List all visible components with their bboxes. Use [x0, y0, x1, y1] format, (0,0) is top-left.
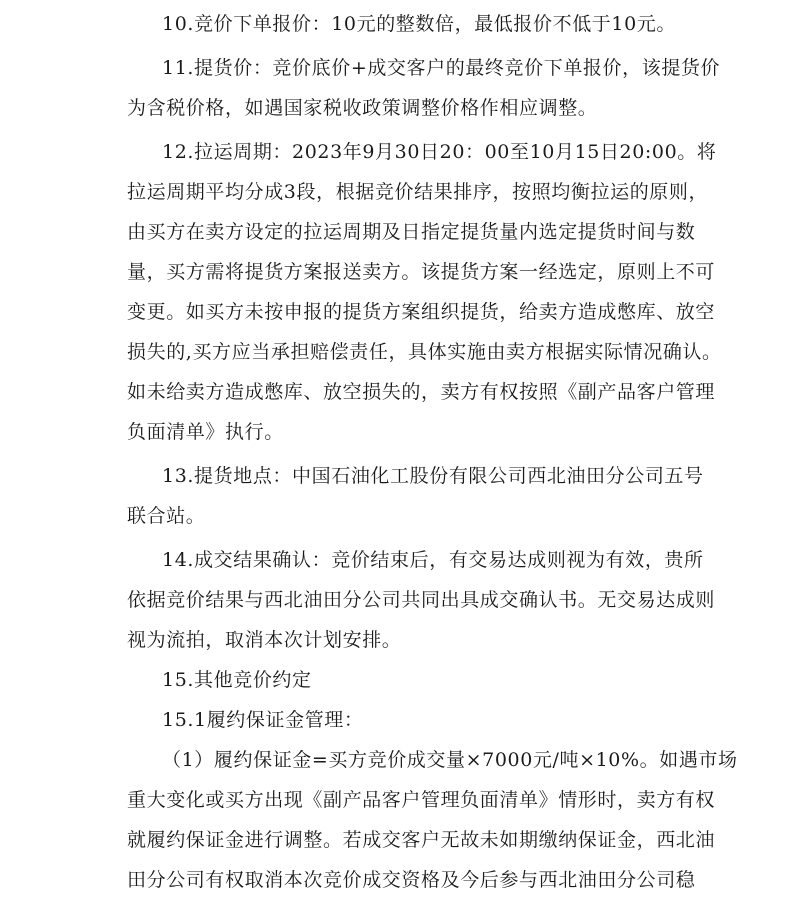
item-12-line-7: 如未给卖方造成憋库、放空损失的，卖方有权按照《副产品客户管理: [127, 381, 716, 403]
item-13-line-2: 联合站。: [127, 505, 206, 527]
item-11-line-1: 11.提货价：竞价底价+成交客户的最终竞价下单报价，该提货价: [162, 57, 721, 79]
item-12-line-8: 负面清单》执行。: [127, 421, 284, 443]
item-12-line-3: 由买方在卖方设定的拉运周期及日指定提货量内选定提货时间与数: [127, 221, 696, 243]
item-12-line-2: 拉运周期平均分成3段，根据竞价结果排序，按照均衡拉运的原则，: [127, 181, 709, 203]
item-15-1-heading: 15.1履约保证金管理：: [162, 709, 364, 731]
item-12-line-6: 损失的,买方应当承担赔偿责任，具体实施由卖方根据实际情况确认。: [127, 341, 722, 363]
item-15-1-1-line-1: （1）履约保证金=买方竞价成交量×7000元/吨×10%。如遇市场: [162, 749, 738, 771]
item-11-line-2: 为含税价格，如遇国家税收政策调整价格作相应调整。: [127, 97, 598, 119]
item-15-1-1-line-3: 就履约保证金进行调整。若成交客户无故未如期缴纳保证金，西北油: [127, 829, 716, 851]
item-12-line-5: 变更。如买方未按申报的提货方案组织提货，给卖方造成憋库、放空: [127, 301, 716, 323]
item-15-1-1-line-4: 田分公司有权取消本次竞价成交资格及今后参与西北油田分公司稳: [127, 869, 696, 891]
item-14-line-2: 依据竞价结果与西北油田分公司共同出具成交确认书。无交易达成则: [127, 589, 716, 611]
item-14-line-1: 14.成交结果确认：竞价结束后，有交易达成则视为有效，贵所: [162, 549, 704, 571]
item-12-line-4: 量，买方需将提货方案报送卖方。该提货方案一经选定，原则上不可: [127, 261, 716, 283]
item-13-line-1: 13.提货地点：中国石油化工股份有限公司西北油田分公司五号: [162, 465, 704, 487]
item-12-line-1: 12.拉运周期：2023年9月30日20：00至10月15日20:00。将: [162, 141, 717, 163]
item-10-line-1: 10.竞价下单报价：10元的整数倍，最低报价不低于10元。: [162, 13, 676, 35]
item-15-heading: 15.其他竞价约定: [162, 669, 312, 691]
item-14-line-3: 视为流拍，取消本次计划安排。: [127, 629, 402, 651]
item-15-1-1-line-2: 重大变化或买方出现《副产品客户管理负面清单》情形时，卖方有权: [127, 789, 716, 811]
